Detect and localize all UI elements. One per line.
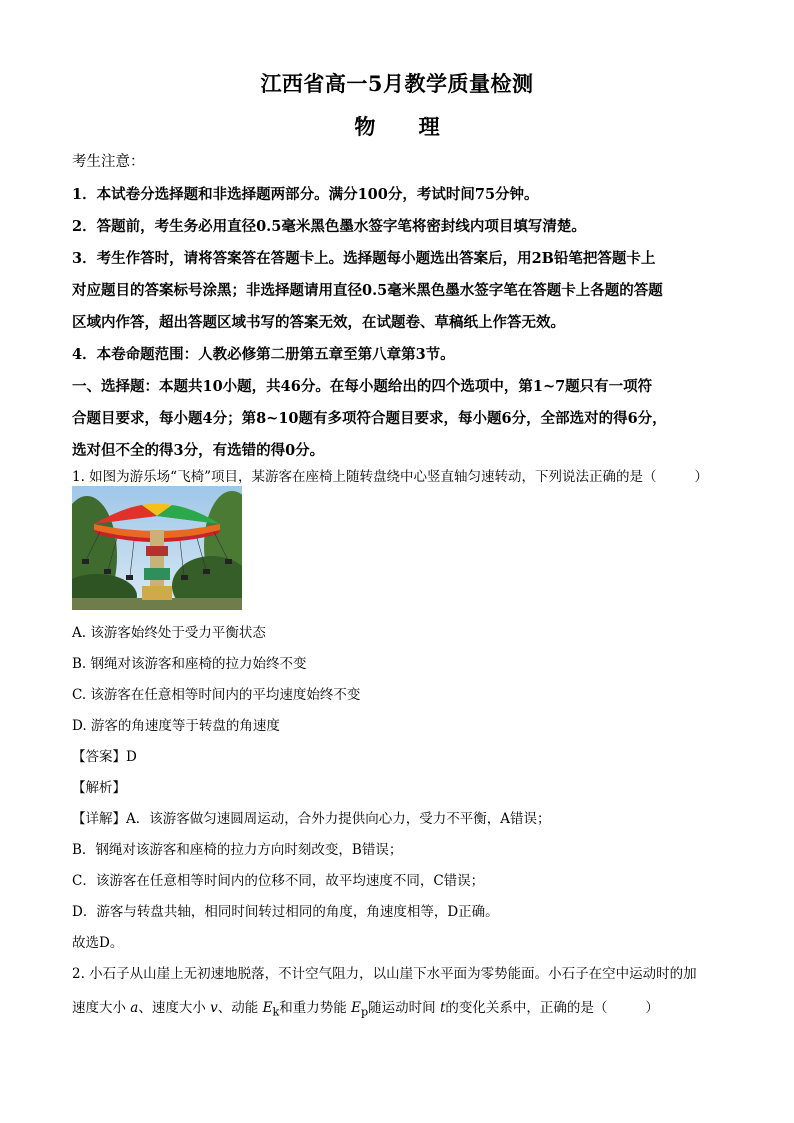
question-2-stem-line-2: 速度大小 a、速度大小 v、动能 $E_k$和重力势能 $E_p$随运动时间 t的变化关系中，正确的是（ ）	[72, 1000, 659, 1019]
section-instructions-2: 合题目要求，每小题4分；第8~10题有多项符合题目要求，每小题6分，全部选对的得6分，	[72, 410, 667, 427]
exam-title: 江西省高一5月教学质量检测	[260, 71, 534, 96]
question-1-option-c: C. 该游客在任意相等时间内的平均速度始终不变	[72, 687, 361, 703]
notice-item-3: 3．考生作答时，请将答案答在答题卡上。选择题每小题选出答案后，用2B铅笔把答题卡上	[72, 250, 656, 267]
notice-item-4: 4．本卷命题范围：人教必修第二册第五章至第八章第3节。	[72, 346, 455, 363]
question-1-analysis-heading: 【解析】	[72, 780, 126, 796]
question-2-stem-line-1: 2. 小石子从山崖上无初速地脱落，不计空气阻力，以山崖下水平面为零势能面。小石子在空中运动时的加	[72, 966, 697, 982]
section-instructions-3: 选对但不全的得3分，有选错的得0分。	[72, 442, 325, 459]
section-instructions-1: 一、选择题：本题共10小题，共46分。在每小题给出的四个选项中，第1~7题只有一项符	[72, 378, 653, 395]
notice-heading: 考生注意：	[72, 154, 145, 170]
question-1-analysis-b: B．钢绳对该游客和座椅的拉力方向时刻改变，B错误；	[72, 842, 403, 858]
question-1-analysis-a: 【详解】A．该游客做匀速圆周运动，合外力提供向心力，受力不平衡，A错误；	[72, 811, 551, 827]
notice-item-1: 1．本试卷分选择题和非选择题两部分。满分100分，考试时间75分钟。	[72, 186, 539, 203]
question-1-conclusion: 故选D。	[72, 935, 124, 951]
exam-subject: 物 理	[354, 114, 458, 139]
notice-item-3-cont: 对应题目的答案标号涂黑；非选择题请用直径0.5毫米黑色墨水签字笔在答题卡上各题的答题	[72, 282, 663, 299]
question-1-option-d: D. 游客的角速度等于转盘的角速度	[72, 718, 280, 734]
notice-item-2: 2．答题前，考生务必用直径0.5毫米黑色墨水签字笔将密封线内项目填写清楚。	[72, 218, 586, 235]
question-1-option-b: B. 钢绳对该游客和座椅的拉力始终不变	[72, 656, 307, 672]
question-1-option-a: A. 该游客始终处于受力平衡状态	[72, 625, 266, 641]
question-1-stem: 1. 如图为游乐场“飞椅”项目，某游客在座椅上随转盘绕中心竖直轴匀速转动，下列说法正确的是（ ）	[72, 469, 708, 485]
question-1-analysis-d: D．游客与转盘共轴，相同时间转过相同的角度，角速度相等，D正确。	[72, 904, 499, 920]
flying-chair-ride-image	[72, 486, 242, 610]
notice-item-3-cont2: 区域内作答，超出答题区域书写的答案无效，在试题卷、草稿纸上作答无效。	[72, 314, 565, 331]
question-1-analysis-c: C．该游客在任意相等时间内的位移不同，故平均速度不同，C错误；	[72, 873, 485, 889]
question-1-answer: 【答案】D	[72, 749, 137, 765]
